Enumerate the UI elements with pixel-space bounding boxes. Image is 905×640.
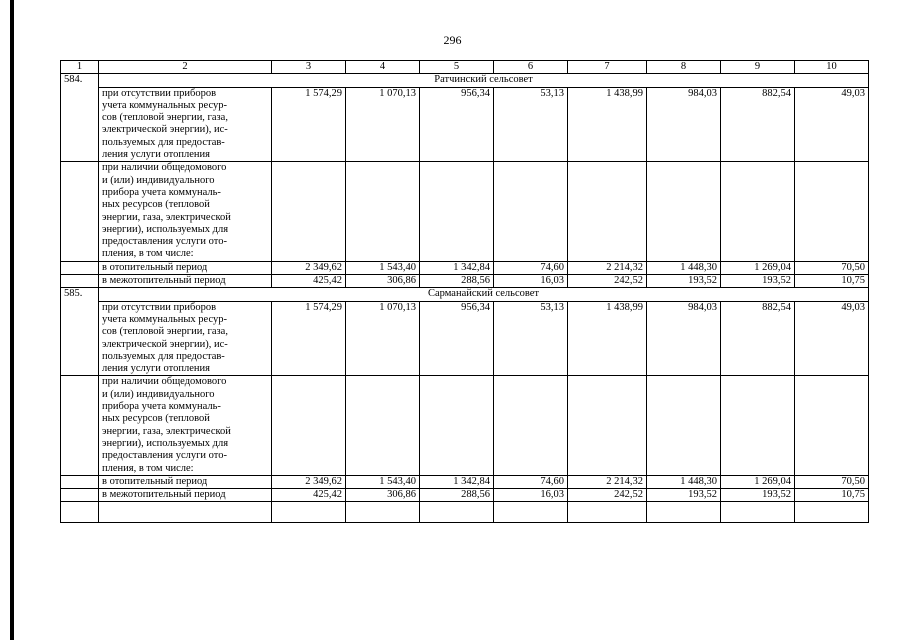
value-cell: 1 438,99 [568,87,647,162]
value-cell: 2 214,32 [568,261,647,274]
section-header-row [61,288,869,301]
page-left-edge [10,0,14,640]
page-number: 296 [443,33,462,47]
section-number: 585. [61,288,99,301]
empty-cell [494,162,568,261]
value-cell: 1 543,40 [346,261,420,274]
section-number-cell [61,376,99,475]
section-number: 584. [61,74,99,87]
value-cell: 53,13 [494,301,568,376]
value-cell: 49,03 [795,301,869,376]
row-label: при отсутствии приборов учета коммунальных ресур- сов (тепловой энергии, газа, электрической энергии), ис- пользуемых для предостав- ления услуги отопления [99,301,272,376]
value-cell: 956,34 [420,87,494,162]
blank-row [61,502,869,523]
value-cell: 53,13 [494,87,568,162]
section-name: Ратчинский сельсовет [99,74,869,87]
column-header: 5 [420,61,494,74]
empty-cell [272,162,346,261]
value-cell: 74,60 [494,261,568,274]
section-number-cell [61,301,99,376]
empty-cell [494,502,568,523]
empty-cell [795,376,869,475]
row-label: при наличии общедомового и (или) индивидуального прибора учета коммуналь- ных ресурсов (тепловой энергии, газа, электрической энергии), используемых для предоставления услуги ото- пления, в том числе: [99,376,272,475]
table-row [61,475,869,488]
value-cell: 1 269,04 [721,475,795,488]
row-label: в межотопительный период [99,275,272,288]
value-cell: 74,60 [494,475,568,488]
empty-cell [494,376,568,475]
value-cell: 306,86 [346,275,420,288]
column-header: 2 [99,61,272,74]
value-cell: 984,03 [647,301,721,376]
empty-cell [346,162,420,261]
table-row [61,261,869,274]
value-cell: 193,52 [647,275,721,288]
value-cell: 306,86 [346,489,420,502]
empty-cell [272,376,346,475]
column-header: 3 [272,61,346,74]
empty-cell [99,502,272,523]
value-cell: 2 214,32 [568,475,647,488]
empty-cell [568,162,647,261]
empty-cell [721,162,795,261]
empty-cell [420,502,494,523]
value-cell: 425,42 [272,489,346,502]
table-row [61,275,869,288]
value-cell: 1 574,29 [272,87,346,162]
value-cell: 16,03 [494,275,568,288]
table-row [61,87,869,162]
section-number-cell [61,162,99,261]
value-cell: 2 349,62 [272,475,346,488]
empty-cell [272,502,346,523]
empty-cell [346,502,420,523]
value-cell: 1 448,30 [647,475,721,488]
tariff-table [60,60,869,523]
value-cell: 193,52 [721,275,795,288]
section-number-cell [61,475,99,488]
value-cell: 2 349,62 [272,261,346,274]
value-cell: 16,03 [494,489,568,502]
empty-cell [346,376,420,475]
value-cell: 288,56 [420,489,494,502]
row-label: при отсутствии приборов учета коммунальных ресур- сов (тепловой энергии, газа, электрической энергии), ис- пользуемых для предостав- ления услуги отопления [99,87,272,162]
value-cell: 1 269,04 [721,261,795,274]
column-header: 6 [494,61,568,74]
value-cell: 242,52 [568,275,647,288]
column-header: 9 [721,61,795,74]
header-row [61,61,869,74]
empty-cell [721,502,795,523]
value-cell: 882,54 [721,87,795,162]
empty-cell [721,376,795,475]
value-cell: 70,50 [795,475,869,488]
value-cell: 10,75 [795,489,869,502]
section-name: Сарманайский сельсовет [99,288,869,301]
row-label: в отопительный период [99,475,272,488]
empty-cell [647,162,721,261]
empty-cell [795,502,869,523]
empty-cell [568,376,647,475]
value-cell: 1 342,84 [420,261,494,274]
empty-cell [61,502,99,523]
empty-cell [795,162,869,261]
value-cell: 425,42 [272,275,346,288]
empty-cell [647,502,721,523]
row-label: при наличии общедомового и (или) индивидуального прибора учета коммуналь- ных ресурсов (тепловой энергии, газа, электрической энергии), используемых для предоставления услуги ото- пления, в том числе: [99,162,272,261]
column-header: 7 [568,61,647,74]
row-label: в отопительный период [99,261,272,274]
section-header-row [61,74,869,87]
column-header: 4 [346,61,420,74]
value-cell: 1 574,29 [272,301,346,376]
row-label: в межотопительный период [99,489,272,502]
value-cell: 193,52 [721,489,795,502]
value-cell: 1 070,13 [346,301,420,376]
value-cell: 10,75 [795,275,869,288]
column-header: 8 [647,61,721,74]
value-cell: 288,56 [420,275,494,288]
empty-cell [568,502,647,523]
value-cell: 1 342,84 [420,475,494,488]
empty-cell [647,376,721,475]
value-cell: 984,03 [647,87,721,162]
value-cell: 1 438,99 [568,301,647,376]
value-cell: 242,52 [568,489,647,502]
table-row [61,301,869,376]
section-number-cell [61,275,99,288]
value-cell: 49,03 [795,87,869,162]
empty-cell [420,376,494,475]
section-number-cell [61,489,99,502]
value-cell: 1 070,13 [346,87,420,162]
table-row [61,162,869,261]
value-cell: 70,50 [795,261,869,274]
value-cell: 1 543,40 [346,475,420,488]
table-row [61,376,869,475]
section-number-cell [61,87,99,162]
table-row [61,489,869,502]
section-number-cell [61,261,99,274]
empty-cell [420,162,494,261]
value-cell: 956,34 [420,301,494,376]
column-header: 10 [795,61,869,74]
value-cell: 193,52 [647,489,721,502]
column-header: 1 [61,61,99,74]
value-cell: 1 448,30 [647,261,721,274]
value-cell: 882,54 [721,301,795,376]
